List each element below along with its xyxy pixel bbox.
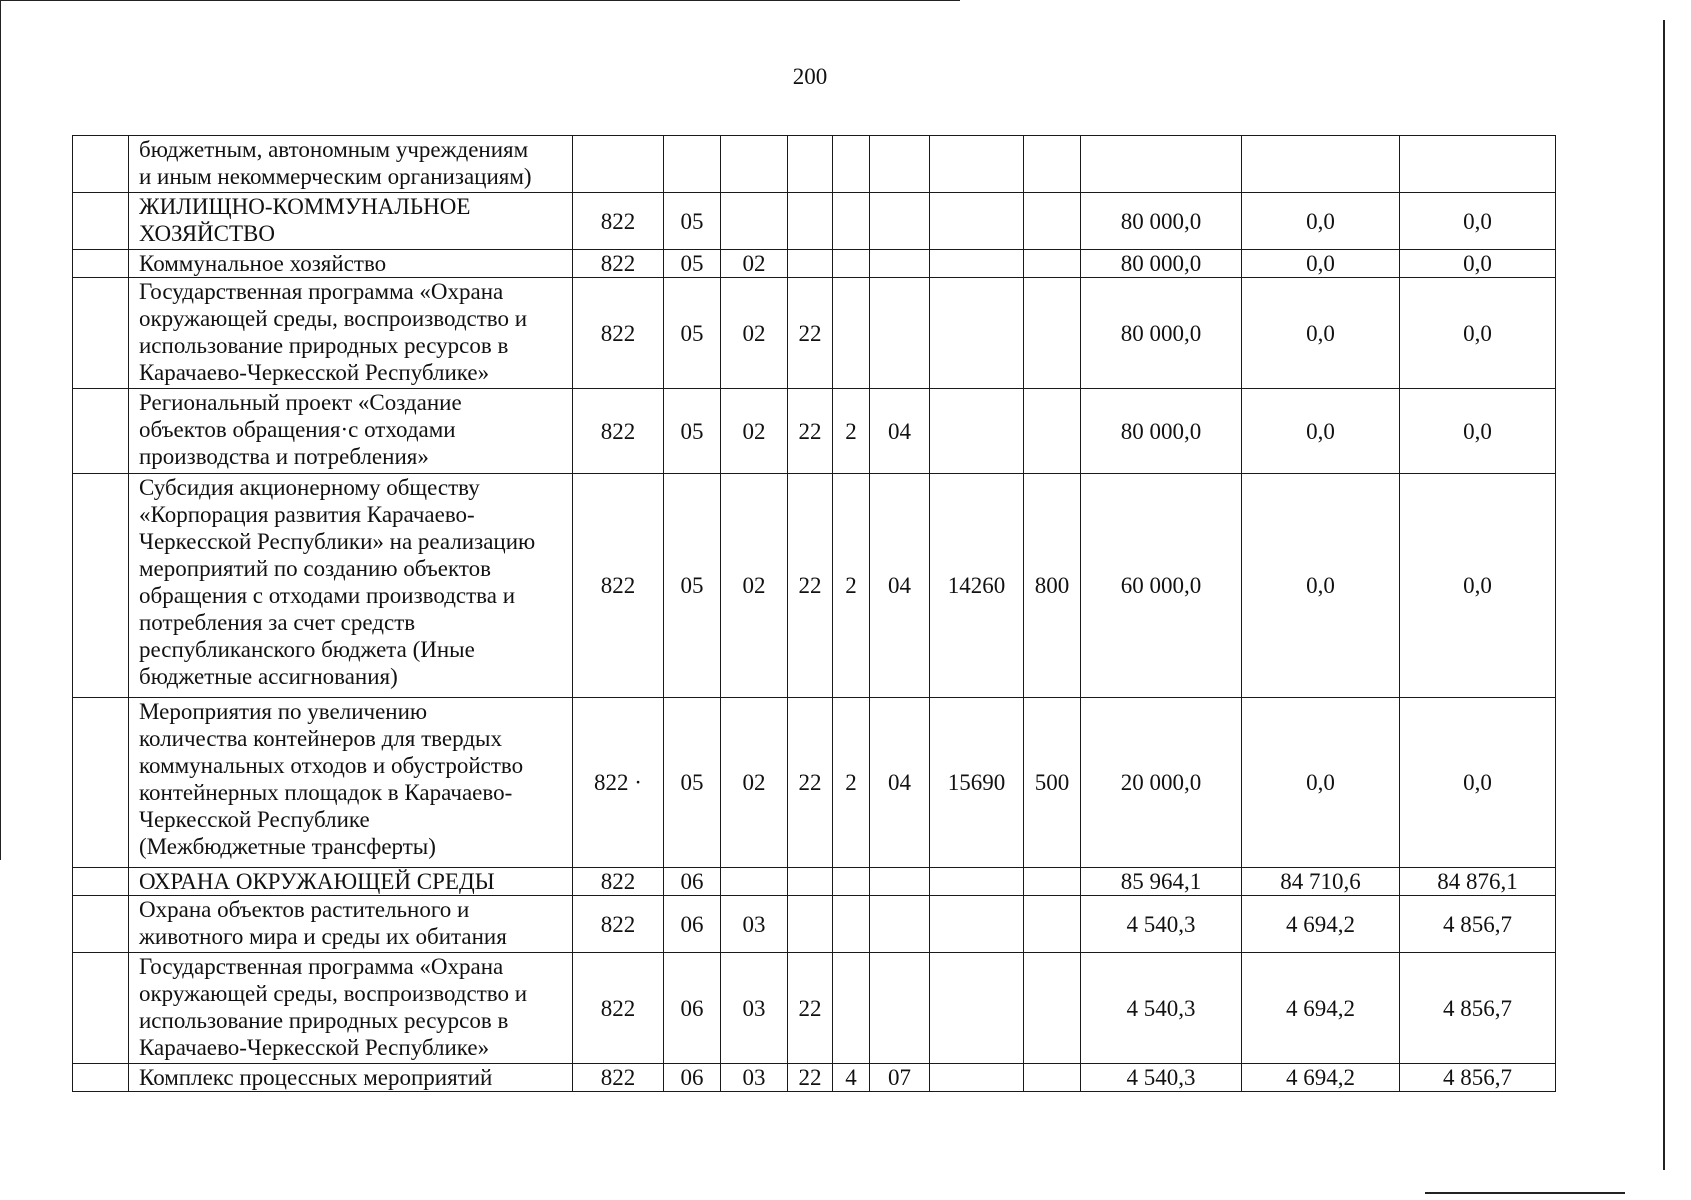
- description-line: Карачаево-Черкесской Республике»: [139, 1035, 490, 1060]
- year1-amount-cell: 4 540,3: [1081, 1064, 1242, 1092]
- description-cell: [129, 953, 573, 1064]
- event-cell: 04: [870, 474, 930, 698]
- section-cell: 05: [664, 278, 721, 389]
- year2-amount-cell: 0,0: [1242, 474, 1400, 698]
- event-cell: [870, 868, 930, 896]
- description-cell: [129, 250, 573, 278]
- description-line: животного мира и среды их обитания: [139, 924, 507, 949]
- direction-cell: [930, 868, 1024, 896]
- section-cell: 06: [664, 868, 721, 896]
- year1-amount-cell: 80 000,0: [1081, 389, 1242, 474]
- description-line: обращения с отходами производства и: [139, 583, 515, 608]
- table-row: [73, 868, 1556, 896]
- description-line: «Корпорация развития Карачаево-: [139, 502, 475, 527]
- description-line: окружающей среды, воспроизводство и: [139, 306, 528, 331]
- expense-type-cell: 500: [1024, 698, 1081, 868]
- subprogram-cell: 4: [833, 1064, 870, 1092]
- description-cell: [129, 389, 573, 474]
- description-cell: [129, 474, 573, 698]
- expense-type-cell: [1024, 1064, 1081, 1092]
- table-row: [73, 136, 1556, 193]
- scan-border-left: [0, 0, 1, 860]
- event-cell: [870, 136, 930, 193]
- section-cell: 05: [664, 193, 721, 250]
- description-line: Субсидия акционерному обществу: [139, 475, 480, 500]
- direction-cell: [930, 193, 1024, 250]
- description-cell: [129, 896, 573, 953]
- section-cell: 05: [664, 698, 721, 868]
- year3-amount-cell: 84 876,1: [1400, 868, 1556, 896]
- year3-amount-cell: 0,0: [1400, 474, 1556, 698]
- row-blank-cell: [73, 953, 129, 1064]
- year1-amount-cell: [1081, 136, 1242, 193]
- grbs-cell: 822: [573, 278, 664, 389]
- expense-type-cell: [1024, 193, 1081, 250]
- grbs-cell: 822: [573, 250, 664, 278]
- grbs-cell: 822: [573, 896, 664, 953]
- event-cell: [870, 896, 930, 953]
- section-cell: 05: [664, 474, 721, 698]
- description-line: Охрана объектов растительного и: [139, 897, 470, 922]
- grbs-cell: 822: [573, 1064, 664, 1092]
- year1-amount-cell: 80 000,0: [1081, 193, 1242, 250]
- subsection-cell: 03: [721, 896, 788, 953]
- program-cell: 22: [788, 1064, 833, 1092]
- description-cell: [129, 868, 573, 896]
- description-cell: [129, 136, 573, 193]
- budget-table-body: [73, 136, 1556, 1092]
- subprogram-cell: [833, 896, 870, 953]
- year1-amount-cell: 80 000,0: [1081, 250, 1242, 278]
- description-cell: [129, 193, 573, 250]
- grbs-cell: 822: [573, 193, 664, 250]
- row-blank-cell: [73, 896, 129, 953]
- year3-amount-cell: 0,0: [1400, 250, 1556, 278]
- description-line: (Межбюджетные трансферты): [139, 834, 436, 859]
- description-line: ОХРАНА ОКРУЖАЮЩЕЙ СРЕДЫ: [139, 869, 495, 894]
- direction-cell: 15690: [930, 698, 1024, 868]
- table-row: [73, 896, 1556, 953]
- program-cell: [788, 136, 833, 193]
- program-cell: 22: [788, 278, 833, 389]
- section-cell: 06: [664, 1064, 721, 1092]
- description-line: Государственная программа «Охрана: [139, 954, 504, 979]
- row-blank-cell: [73, 193, 129, 250]
- subsection-cell: 02: [721, 474, 788, 698]
- description-line: коммунальных отходов и обустройство: [139, 753, 524, 778]
- description-cell: [129, 698, 573, 868]
- row-blank-cell: [73, 250, 129, 278]
- description-line: контейнерных площадок в Карачаево-: [139, 780, 513, 805]
- year1-amount-cell: 4 540,3: [1081, 896, 1242, 953]
- description-line: производства и потребления»: [139, 444, 429, 469]
- year1-amount-cell: 20 000,0: [1081, 698, 1242, 868]
- subprogram-cell: [833, 193, 870, 250]
- event-cell: [870, 953, 930, 1064]
- year3-amount-cell: 0,0: [1400, 389, 1556, 474]
- subprogram-cell: [833, 953, 870, 1064]
- event-cell: 07: [870, 1064, 930, 1092]
- description-line: объектов обращения·с отходами: [139, 417, 456, 442]
- page-number: 200: [792, 64, 828, 89]
- year2-amount-cell: 4 694,2: [1242, 896, 1400, 953]
- direction-cell: [930, 953, 1024, 1064]
- direction-cell: [930, 136, 1024, 193]
- description-line: окружающей среды, воспроизводство и: [139, 981, 528, 1006]
- year2-amount-cell: 0,0: [1242, 193, 1400, 250]
- subsection-cell: [721, 193, 788, 250]
- scan-border-right: [1663, 20, 1665, 1170]
- description-line: Мероприятия по увеличению: [139, 699, 428, 724]
- expense-type-cell: [1024, 953, 1081, 1064]
- section-cell: 06: [664, 896, 721, 953]
- description-line: мероприятий по созданию объектов: [139, 556, 491, 581]
- description-line: ХОЗЯЙСТВО: [139, 221, 275, 246]
- direction-cell: 14260: [930, 474, 1024, 698]
- scan-border-top: [0, 0, 960, 1]
- event-cell: [870, 250, 930, 278]
- description-line: Черкесской Республике: [139, 807, 370, 832]
- section-cell: [664, 136, 721, 193]
- row-blank-cell: [73, 698, 129, 868]
- event-cell: [870, 193, 930, 250]
- description-line: Комплекс процессных мероприятий: [139, 1065, 493, 1090]
- program-cell: 22: [788, 698, 833, 868]
- event-cell: 04: [870, 389, 930, 474]
- program-cell: [788, 868, 833, 896]
- subsection-cell: [721, 868, 788, 896]
- grbs-cell: [573, 136, 664, 193]
- year3-amount-cell: 0,0: [1400, 193, 1556, 250]
- year2-amount-cell: 0,0: [1242, 389, 1400, 474]
- year3-amount-cell: 0,0: [1400, 278, 1556, 389]
- section-cell: 06: [664, 953, 721, 1064]
- section-cell: 05: [664, 389, 721, 474]
- description-line: Карачаево-Черкесской Республике»: [139, 360, 490, 385]
- grbs-cell: 822: [573, 474, 664, 698]
- year2-amount-cell: 0,0: [1242, 278, 1400, 389]
- table-row: [73, 474, 1556, 698]
- year1-amount-cell: 4 540,3: [1081, 953, 1242, 1064]
- year3-amount-cell: 4 856,7: [1400, 1064, 1556, 1092]
- description-line: республиканского бюджета (Иные: [139, 637, 475, 662]
- row-blank-cell: [73, 278, 129, 389]
- program-cell: [788, 896, 833, 953]
- table-row: [73, 953, 1556, 1064]
- year2-amount-cell: 4 694,2: [1242, 953, 1400, 1064]
- grbs-cell: 822: [573, 953, 664, 1064]
- expense-type-cell: 800: [1024, 474, 1081, 698]
- subprogram-cell: 2: [833, 389, 870, 474]
- expense-type-cell: [1024, 389, 1081, 474]
- row-blank-cell: [73, 136, 129, 193]
- subprogram-cell: 2: [833, 698, 870, 868]
- description-line: Региональный проект «Создание: [139, 390, 462, 415]
- subsection-cell: [721, 136, 788, 193]
- subsection-cell: 02: [721, 389, 788, 474]
- row-blank-cell: [73, 389, 129, 474]
- direction-cell: [930, 278, 1024, 389]
- expense-type-cell: [1024, 278, 1081, 389]
- year1-amount-cell: 80 000,0: [1081, 278, 1242, 389]
- description-line: потребления за счет средств: [139, 610, 416, 635]
- year3-amount-cell: 4 856,7: [1400, 896, 1556, 953]
- year2-amount-cell: 0,0: [1242, 250, 1400, 278]
- program-cell: 22: [788, 953, 833, 1064]
- description-line: количества контейнеров для твердых: [139, 726, 502, 751]
- event-cell: [870, 278, 930, 389]
- table-row: [73, 389, 1556, 474]
- subsection-cell: 03: [721, 1064, 788, 1092]
- description-line: и иным некоммерческим организациям): [139, 164, 532, 189]
- subsection-cell: 02: [721, 698, 788, 868]
- year1-amount-cell: 85 964,1: [1081, 868, 1242, 896]
- direction-cell: [930, 250, 1024, 278]
- row-blank-cell: [73, 474, 129, 698]
- year3-amount-cell: 4 856,7: [1400, 953, 1556, 1064]
- subprogram-cell: [833, 278, 870, 389]
- row-blank-cell: [73, 1064, 129, 1092]
- grbs-cell: 822: [573, 868, 664, 896]
- program-cell: [788, 193, 833, 250]
- subsection-cell: 02: [721, 278, 788, 389]
- table-row: [73, 193, 1556, 250]
- table-row: [73, 698, 1556, 868]
- table-row: [73, 250, 1556, 278]
- subsection-cell: 02: [721, 250, 788, 278]
- year1-amount-cell: 60 000,0: [1081, 474, 1242, 698]
- description-cell: [129, 1064, 573, 1092]
- year2-amount-cell: 0,0: [1242, 698, 1400, 868]
- year2-amount-cell: 4 694,2: [1242, 1064, 1400, 1092]
- program-cell: 22: [788, 474, 833, 698]
- description-line: ЖИЛИЩНО-КОММУНАЛЬНОЕ: [139, 194, 471, 219]
- grbs-cell: 822: [573, 389, 664, 474]
- expense-type-cell: [1024, 136, 1081, 193]
- grbs-cell: 822 ·: [573, 698, 664, 868]
- expense-type-cell: [1024, 868, 1081, 896]
- direction-cell: [930, 389, 1024, 474]
- description-line: Коммунальное хозяйство: [139, 251, 387, 276]
- year3-amount-cell: 0,0: [1400, 698, 1556, 868]
- program-cell: 22: [788, 389, 833, 474]
- description-line: Государственная программа «Охрана: [139, 279, 504, 304]
- description-line: Черкесской Республики» на реализацию: [139, 529, 536, 554]
- expense-type-cell: [1024, 896, 1081, 953]
- subprogram-cell: [833, 868, 870, 896]
- year2-amount-cell: 84 710,6: [1242, 868, 1400, 896]
- subsection-cell: 03: [721, 953, 788, 1064]
- table-row: [73, 278, 1556, 389]
- expense-type-cell: [1024, 250, 1081, 278]
- scan-border-bottom: [1425, 1192, 1625, 1194]
- direction-cell: [930, 896, 1024, 953]
- table-row: [73, 1064, 1556, 1092]
- subprogram-cell: 2: [833, 474, 870, 698]
- description-line: бюджетные ассигнования): [139, 664, 398, 689]
- section-cell: 05: [664, 250, 721, 278]
- subprogram-cell: [833, 250, 870, 278]
- description-line: использование природных ресурсов в: [139, 333, 509, 358]
- event-cell: 04: [870, 698, 930, 868]
- description-cell: [129, 278, 573, 389]
- row-blank-cell: [73, 868, 129, 896]
- program-cell: [788, 250, 833, 278]
- year2-amount-cell: [1242, 136, 1400, 193]
- description-line: использование природных ресурсов в: [139, 1008, 509, 1033]
- direction-cell: [930, 1064, 1024, 1092]
- budget-table: [72, 135, 1556, 1092]
- subprogram-cell: [833, 136, 870, 193]
- year3-amount-cell: [1400, 136, 1556, 193]
- description-line: бюджетным, автономным учреждениям: [139, 137, 529, 162]
